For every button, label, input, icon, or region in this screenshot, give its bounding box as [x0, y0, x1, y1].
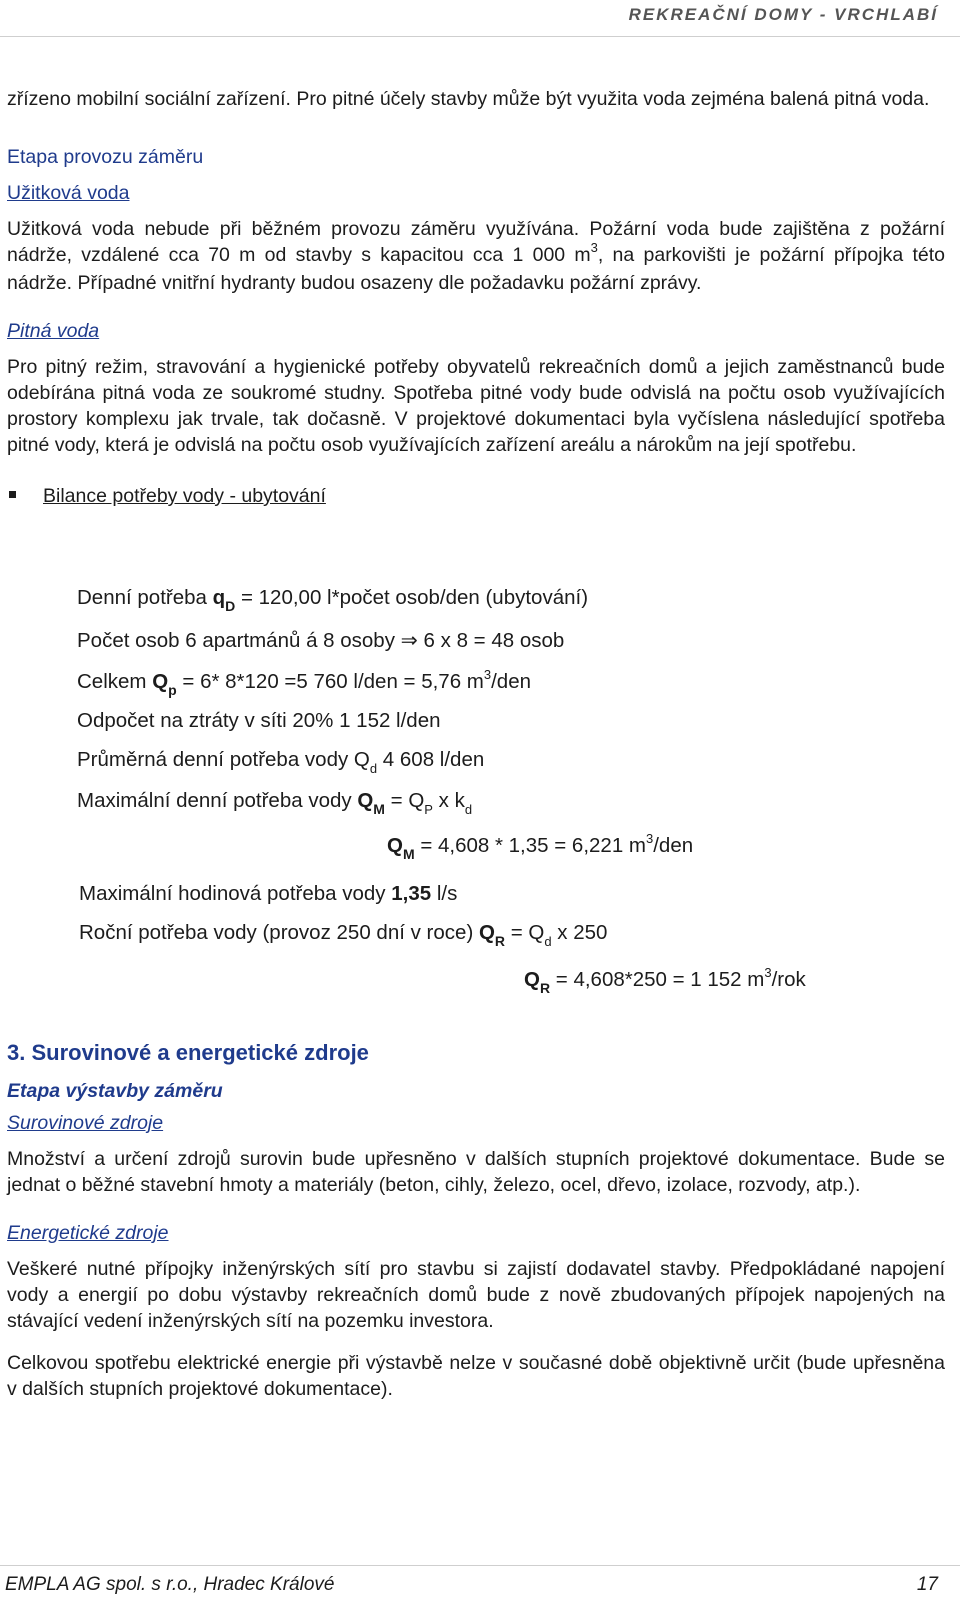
vystavba-heading: Etapa výstavby záměru [7, 1080, 223, 1102]
uzitkova-voda-subheading: Užitková voda [7, 182, 130, 204]
bilance-bullet [7, 483, 945, 509]
pitna-voda-paragraph: Pro pitný režim, stravování a hygienické potřeby obyvatelů rekreačních domů a jejich zaměstnanců bude odebírána pitná voda ze soukromé studny. Spotřeba pitné vody bude odvislá na počtu osob využívajících prostory komplexu jak trvale, tak dočasně. V projektové dokumentaci byla vyčíslena následující spotřeba pitné vody, která je odvislá na počtu osob využívajících zařízení areálu a nárokům na její spotřebu. [7, 356, 945, 456]
section-3-title: 3. Surovinové a energetické zdroje [7, 1040, 369, 1065]
header-divider [0, 36, 960, 37]
footer [5, 1574, 938, 1596]
main-content [7, 86, 945, 509]
calc-line-max-daily-result: $Q_M = 4,608 * 1,35 = 6,221$ $m^3$/den [387, 831, 694, 862]
surovinove-zdroje-paragraph: Množství a určení zdrojů surovin bude upřesněno v dalších stupních projektové dokumentace. Bude se jednat o běžné stavební hmoty a materiály (beton, cihly, železo, ocel, dřevo, izolace, rozvody, atp.). [7, 1148, 945, 1196]
intro-paragraph: zřízeno mobilní sociální zařízení. Pro pitné účely stavby může být využita voda zejména balená pitná voda. [7, 88, 930, 110]
section-3 [7, 1040, 945, 1402]
pitna-voda-subheading: Pitná voda [7, 320, 100, 342]
header-title: REKREAČNÍ DOMY - VRCHLABÍ [628, 5, 938, 24]
calc-line-losses: Odpočet na ztráty v síti 20% 1 152 l/den [77, 709, 441, 732]
bilance-title: Bilance potřeby vody - ubytování [43, 485, 326, 507]
implies-arrow-icon: ⇒ [400, 629, 418, 652]
calc-line-yearly: Roční potřeba vody (provoz 250 dní v roce) $Q_R = Q_d$ x 250 [79, 921, 608, 949]
uzitkova-voda-paragraph: Užitková voda nebude při běžném provozu záměru využívána. Požární voda bude zajištěna z požární nádrže, vzdálené cca 70 m od stavby s kapacitou cca 1 000 $m^3$, na parkovišti je požární přípojka této nádrže. Případné vnitřní hydranty budou osazeny dle požadavku požární zprávy. [7, 218, 945, 294]
bullet-square-icon [9, 491, 16, 498]
footer-company: EMPLA AG spol. s r.o., Hradec Králové [5, 1574, 335, 1595]
calc-line-average: Průměrná denní potřeba vody $Q_d$ 4 608 l/den [77, 748, 485, 776]
calc-line-max-hourly: Maximální hodinová potřeba vody 1,35 l/s [79, 882, 458, 905]
energeticke-zdroje-paragraph: Veškeré nutné přípojky inženýrských sítí pro stavbu si zajistí dodavatel stavby. Předpokládané napojení vody a energií po dobu výstavby rekreačních domů bude z nově zbudovaných přípojek napojených na stávající vedení inženýrských sítí na pozemku investora. [7, 1258, 945, 1332]
calc-line-max-daily: Maximální denní potřeba vody $Q_M = Q_P$ x $k_d$ [77, 789, 473, 817]
footer-divider [0, 1565, 960, 1566]
provoz-heading: Etapa provozu záměru [7, 146, 204, 168]
calc-line-persons: Počet osob 6 apartmánů á 8 osoby ⇒ 6 x 8 = 48 osob [77, 629, 565, 652]
calc-line-total: Celkem $Q_p = 6*$ 8*120 =5 760 l/den = 5,76 $m^3$/den [77, 667, 532, 698]
elektricka-energie-paragraph: Celkovou spotřebu elektrické energie při výstavbě nelze v současné době objektivně určit (bude upřesněna v dalších stupních projektové dokumentace). [7, 1352, 945, 1400]
surovinove-zdroje-subheading: Surovinové zdroje [7, 1112, 164, 1134]
calc-line-yearly-result: $Q_R = 4,608*250 = 1$ 152 $m^3$/rok [524, 965, 806, 996]
energeticke-zdroje-subheading: Energetické zdroje [7, 1222, 169, 1244]
page-number: 17 [916, 1574, 938, 1595]
calc-line-daily: Denní potřeba $q_D = 120,00$ l*počet osob/den (ubytování) [77, 586, 589, 614]
